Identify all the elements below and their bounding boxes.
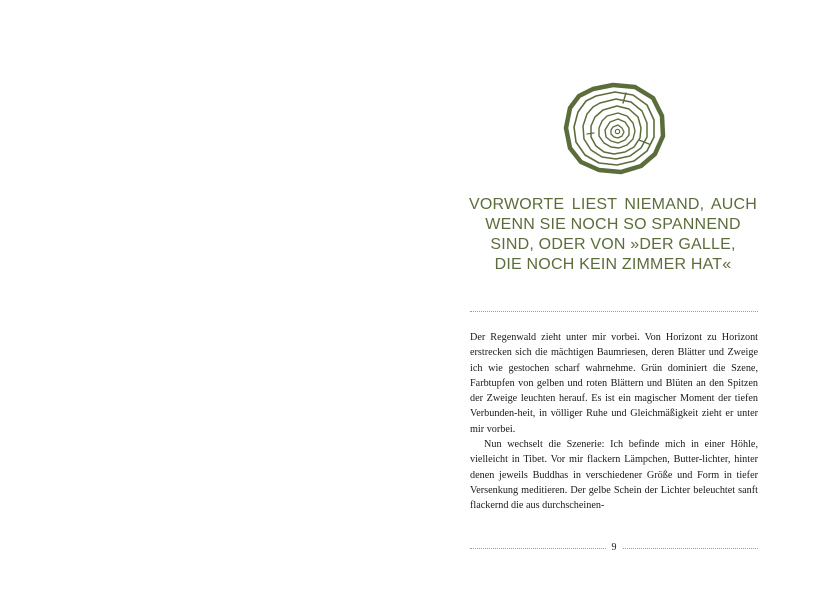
divider xyxy=(470,311,758,312)
page-footer xyxy=(470,541,758,555)
chapter-title xyxy=(469,195,757,275)
title-line: WENN SIE NOCH SO SPANNEND xyxy=(485,216,741,233)
title-line: VORWORTE LIEST NIEMAND, AUCH xyxy=(469,196,757,213)
tree-ring-icon xyxy=(563,82,667,176)
right-page xyxy=(411,0,822,595)
footer-rule-right xyxy=(623,548,759,549)
title-line: SIND, ODER VON »DER GALLE, xyxy=(490,236,736,253)
page-number: 9 xyxy=(611,542,617,553)
paragraph: Nun wechselt die Szenerie: Ich befinde mich in einer Höhle, vielleicht in Tibet. Vor mir flackern Lämpchen, Butter-lichter, hinter denen jeweils Buddhas in verschiedener Größe und Form in tiefer Versenkung meditieren. Der gelbe Schein der Lichter beleuchtet sanft flackernd die aus durchscheinen- xyxy=(470,439,758,512)
footer-rule-left xyxy=(470,548,606,549)
body-text xyxy=(470,330,758,514)
title-line: DIE NOCH KEIN ZIMMER HAT« xyxy=(494,256,732,273)
paragraph: Der Regenwald zieht unter mir vorbei. Von Horizont zu Horizont erstrecken sich die mächtigen Baumriesen, deren Blätter und Zweige ich wie gestochen scharf wahrnehme. Grün dominiert die Szene, Farbtupfen von gelben und roten Blättern und Blüten an den Spitzen der Zweige leuchten herauf. Es ist ein magischer Moment der tiefen Verbunden-heit, in völliger Ruhe und Gleichmäßigkeit zieht er unter mir vorbei. xyxy=(470,332,758,435)
